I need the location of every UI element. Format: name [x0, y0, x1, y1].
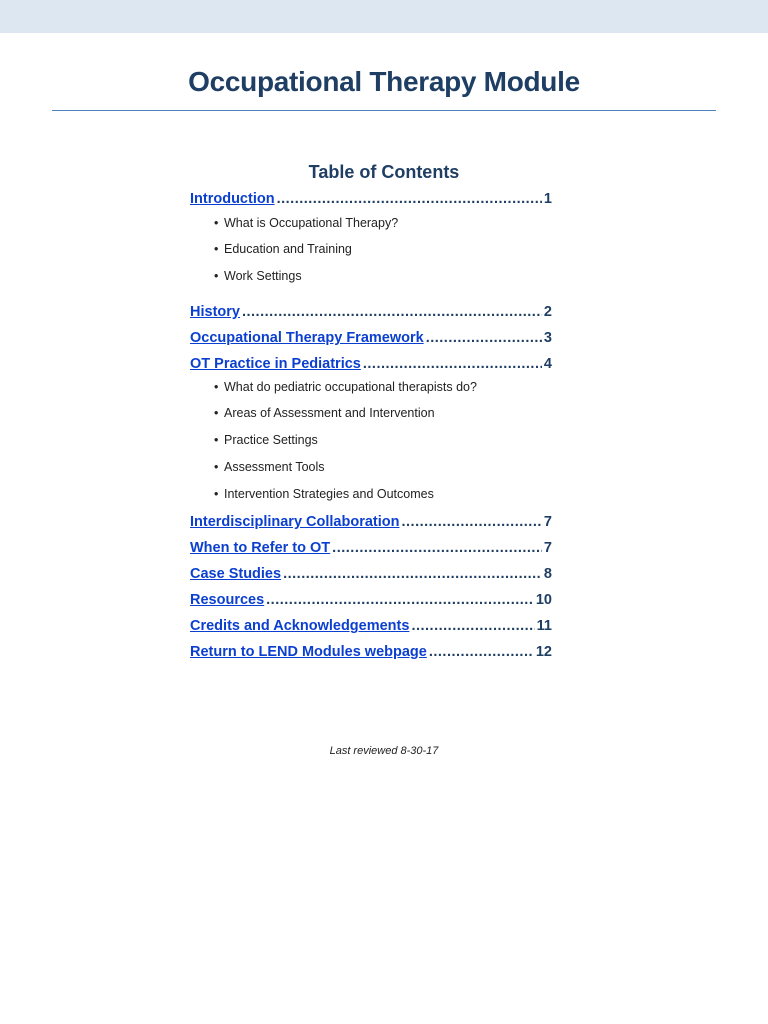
toc-entry-return [190, 644, 552, 664]
dot-leader [242, 304, 542, 320]
toc-page-number: 12 [535, 644, 552, 660]
top-bar [0, 0, 768, 33]
toc-page-number: 8 [543, 566, 552, 582]
toc-page-number: 7 [543, 514, 552, 530]
dot-leader [332, 540, 542, 556]
toc-link-framework[interactable]: Occupational Therapy Framework [190, 330, 424, 346]
dot-leader [277, 191, 542, 207]
toc-link-resources[interactable]: Resources [190, 592, 265, 608]
page-title: Occupational Therapy Module [188, 66, 580, 97]
last-reviewed-note: Last reviewed 8-30-17 [329, 745, 439, 757]
dot-leader [363, 356, 542, 372]
toc-link-pediatrics[interactable]: OT Practice in Pediatrics [190, 356, 361, 372]
toc-page-number: 4 [543, 356, 552, 372]
toc-subitem: • What is Occupational Therapy? [214, 216, 399, 230]
toc-entry-when-to-refer [190, 540, 552, 560]
toc-entry-credits [190, 618, 552, 638]
toc-link-credits[interactable]: Credits and Acknowledgements [190, 618, 410, 634]
toc-page-number: 11 [536, 618, 552, 634]
toc-subitem: • Intervention Strategies and Outcomes [214, 487, 434, 501]
toc-entry-history [190, 304, 552, 324]
toc-subitem: • What do pediatric occupational therapists do? [214, 380, 477, 394]
toc-link-history[interactable]: History [190, 304, 240, 320]
toc-subitem: • Work Settings [214, 269, 302, 283]
toc-entry-pediatrics [190, 356, 552, 376]
dot-leader [426, 330, 542, 346]
toc-subitem: • Areas of Assessment and Intervention [214, 406, 435, 420]
toc-entry-case-studies [190, 566, 552, 586]
dot-leader [283, 566, 542, 582]
toc-subitem: • Practice Settings [214, 433, 318, 447]
toc-link-return-lend[interactable]: Return to LEND Modules webpage [190, 644, 427, 660]
dot-leader [401, 514, 541, 530]
toc-subitem: • Education and Training [214, 242, 352, 256]
toc-entry-framework [190, 330, 552, 350]
toc-page-number: 3 [543, 330, 552, 346]
toc-link-introduction[interactable]: Introduction [190, 191, 275, 207]
toc-entry-introduction [190, 191, 552, 211]
toc-page-number: 10 [535, 592, 552, 608]
dot-leader [411, 618, 534, 634]
title-divider [52, 110, 716, 111]
toc-link-case-studies[interactable]: Case Studies [190, 566, 282, 582]
toc-link-when-to-refer[interactable]: When to Refer to OT [190, 540, 331, 556]
toc-page-number: 1 [543, 191, 552, 207]
dot-leader [429, 644, 534, 660]
toc-heading: Table of Contents [308, 162, 460, 182]
toc-subitem: • Assessment Tools [214, 460, 325, 474]
toc-entry-collaboration [190, 514, 552, 534]
toc-link-collaboration[interactable]: Interdisciplinary Collaboration [190, 514, 400, 530]
toc-entry-resources [190, 592, 552, 612]
dot-leader [266, 592, 534, 608]
toc-page-number: 2 [543, 304, 552, 320]
toc-page-number: 7 [543, 540, 552, 556]
